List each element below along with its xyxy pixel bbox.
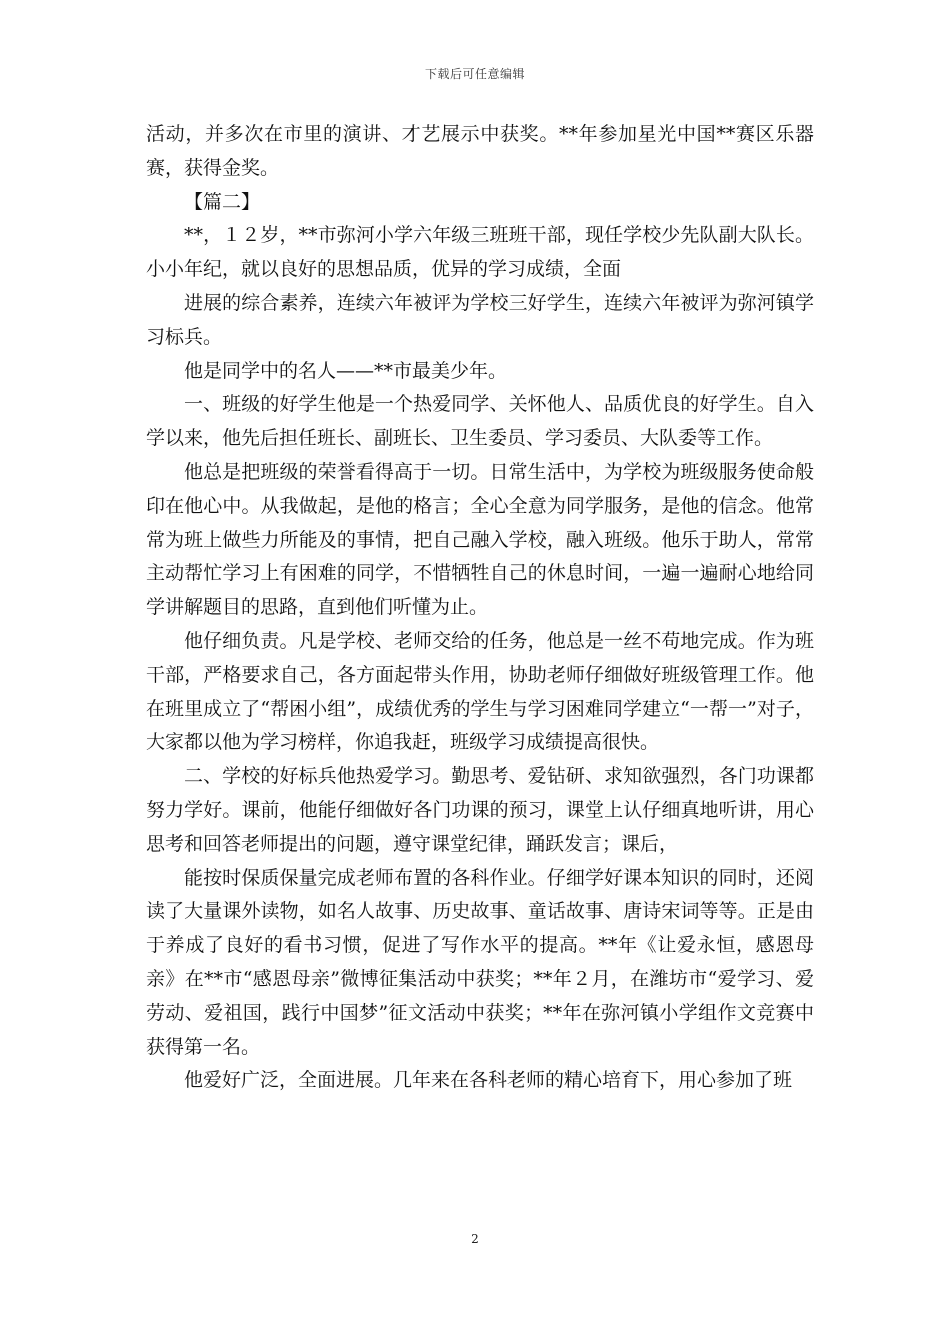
paragraph: **，１２岁，**市弥河小学六年级三班班干部，现任学校少先队副大队长。小小年纪，就以良好的思想品质，优异的学习成绩，全面 (146, 224, 814, 281)
paragraph: 他总是把班级的荣誉看得高于一切。日常生活中，为学校为班级服务使命般印在他心中。从我做起，是他的格言；全心全意为同学服务，是他的信念。他常常为班上做些力所能及的事情，把自己融入学校，融入班级。他乐于助人，常常主动帮忙学习上有困难的同学，不惜牺牲自己的休息时间，一遍一遍耐心地给同学讲解题目的思路，直到他们听懂为止。 (146, 460, 814, 619)
paragraph: 一、班级的好学生他是一个热爱同学、关怀他人、品质优良的好学生。自入学以来，他先后担任班长、副班长、卫生委员、学习委员、大队委等工作。 (146, 393, 814, 450)
paragraph: 能按时保质保量完成老师布置的各科作业。仔细学好课本知识的同时，还阅读了大量课外读物，如名人故事、历史故事、童话故事、唐诗宋词等等。正是由于养成了良好的看书习惯，促进了写作水平的提高。**年《让爱永恒，感恩母亲》在**市“感恩母亲”微博征集活动中获奖；**年２月，在潍坊市“爱学习、爱劳动、爱祖国，践行中国梦”征文活动中获奖；**年在弥河镇小学组作文竞赛中获得第一名。 (146, 866, 814, 1058)
paragraph: 二、学校的好标兵他热爱学习。勤思考、爱钻研、求知欲强烈，各门功课都努力学好。课前，他能仔细做好各门功课的预习，课堂上认仔细真地听讲，用心思考和回答老师提出的问题，遵守课堂纪律，踊跃发言；课后， (146, 765, 814, 855)
page-number: 2 (471, 1232, 479, 1246)
paragraph: 活动，并多次在市里的演讲、才艺展示中获奖。**年参加星光中国**赛区乐器赛，获得金奖。 (146, 123, 814, 179)
paragraph: 他是同学中的名人——**市最美少年。 (184, 359, 508, 382)
page-header: 下载后可任意编辑 (424, 67, 525, 81)
paragraph: 他仔细负责。凡是学校、老师交给的任务，他总是一丝不苟地完成。作为班干部，严格要求自己，各方面起带头作用，协助老师仔细做好班级管理工作。他在班里成立了“帮困小组”，成绩优秀的学生与学习困难同学建立“一帮一”对子，大家都以他为学习榜样，你追我赶，班级学习成绩提高很快。 (146, 629, 814, 754)
paragraph: 进展的综合素养，连续六年被评为学校三好学生，连续六年被评为弥河镇学习标兵。 (146, 291, 814, 348)
document-body (146, 118, 814, 1098)
paragraph: 他爱好广泛，全面进展。几年来在各科老师的精心培育下，用心参加了班 (184, 1069, 793, 1092)
section-heading: 【篇二】 (184, 190, 261, 213)
